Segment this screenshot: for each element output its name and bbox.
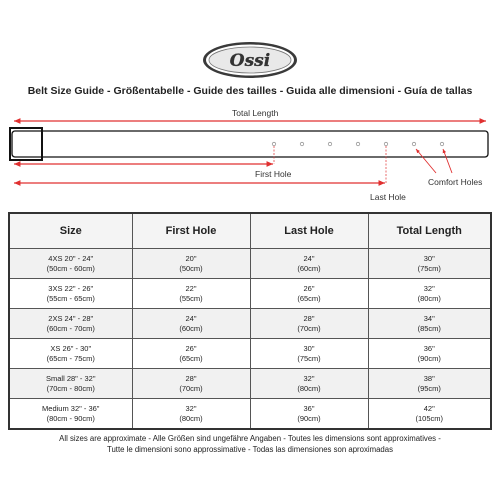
footnote-line-1: All sizes are approximate - Alle Größen sind ungefähre Angaben - Toutes les dimensions sont approximatives -: [59, 434, 441, 443]
cell-size: 2XS 24" - 28" (60cm - 70cm): [9, 309, 132, 339]
table-row: [9, 249, 491, 279]
first-hole-label: First Hole: [255, 169, 292, 179]
comfort-holes-label: Comfort Holes: [428, 177, 483, 187]
cell-last-hole: 36" (90cm): [250, 399, 368, 430]
cell-size: Small 28" - 32" (70cm - 80cm): [9, 369, 132, 399]
table-header-row: [9, 213, 491, 249]
ossi-logo: [200, 38, 300, 82]
cell-total-length: 30" (75cm): [368, 249, 491, 279]
cell-size: 3XS 22" - 26" (55cm - 65cm): [9, 279, 132, 309]
cell-first-hole: 26" (65cm): [132, 339, 250, 369]
approximation-note: [0, 433, 500, 455]
cell-total-length: 38" (95cm): [368, 369, 491, 399]
header-size: Size: [9, 213, 132, 249]
table-row: [9, 369, 491, 399]
cell-first-hole: 24" (60cm): [132, 309, 250, 339]
cell-first-hole: 22" (55cm): [132, 279, 250, 309]
table-row: [9, 279, 491, 309]
header-total-length: Total Length: [368, 213, 491, 249]
belt-diagram: [0, 100, 500, 210]
cell-total-length: 42" (105cm): [368, 399, 491, 430]
logo-text: Ossi: [229, 51, 271, 71]
header-first-hole: First Hole: [132, 213, 250, 249]
table-row: [9, 399, 491, 430]
table-row: [9, 339, 491, 369]
total-length-label: Total Length: [232, 108, 279, 118]
last-hole-label: Last Hole: [370, 192, 406, 202]
belt-strap: [12, 131, 488, 157]
cell-size: XS 26" - 30" (65cm - 75cm): [9, 339, 132, 369]
cell-size: Medium 32" - 36" (80cm - 90cm): [9, 399, 132, 430]
cell-last-hole: 28" (70cm): [250, 309, 368, 339]
cell-size: 4XS 20" - 24" (50cm - 60cm): [9, 249, 132, 279]
cell-total-length: 32" (80cm): [368, 279, 491, 309]
table-row: [9, 309, 491, 339]
page-title: Belt Size Guide - Größentabelle - Guide des tailles - Guida alle dimensioni - Guía de tallas: [27, 85, 473, 97]
header-last-hole: Last Hole: [250, 213, 368, 249]
cell-total-length: 36" (90cm): [368, 339, 491, 369]
cell-total-length: 34" (85cm): [368, 309, 491, 339]
cell-last-hole: 24" (60cm): [250, 249, 368, 279]
cell-first-hole: 20" (50cm): [132, 249, 250, 279]
cell-first-hole: 28" (70cm): [132, 369, 250, 399]
cell-last-hole: 32" (80cm): [250, 369, 368, 399]
cell-first-hole: 32" (80cm): [132, 399, 250, 430]
cell-last-hole: 30" (75cm): [250, 339, 368, 369]
cell-last-hole: 26" (65cm): [250, 279, 368, 309]
size-table: [8, 212, 492, 430]
footnote-line-2: Tutte le dimensioni sono approssimative - Todas las dimensiones son aproximadas: [106, 445, 394, 454]
